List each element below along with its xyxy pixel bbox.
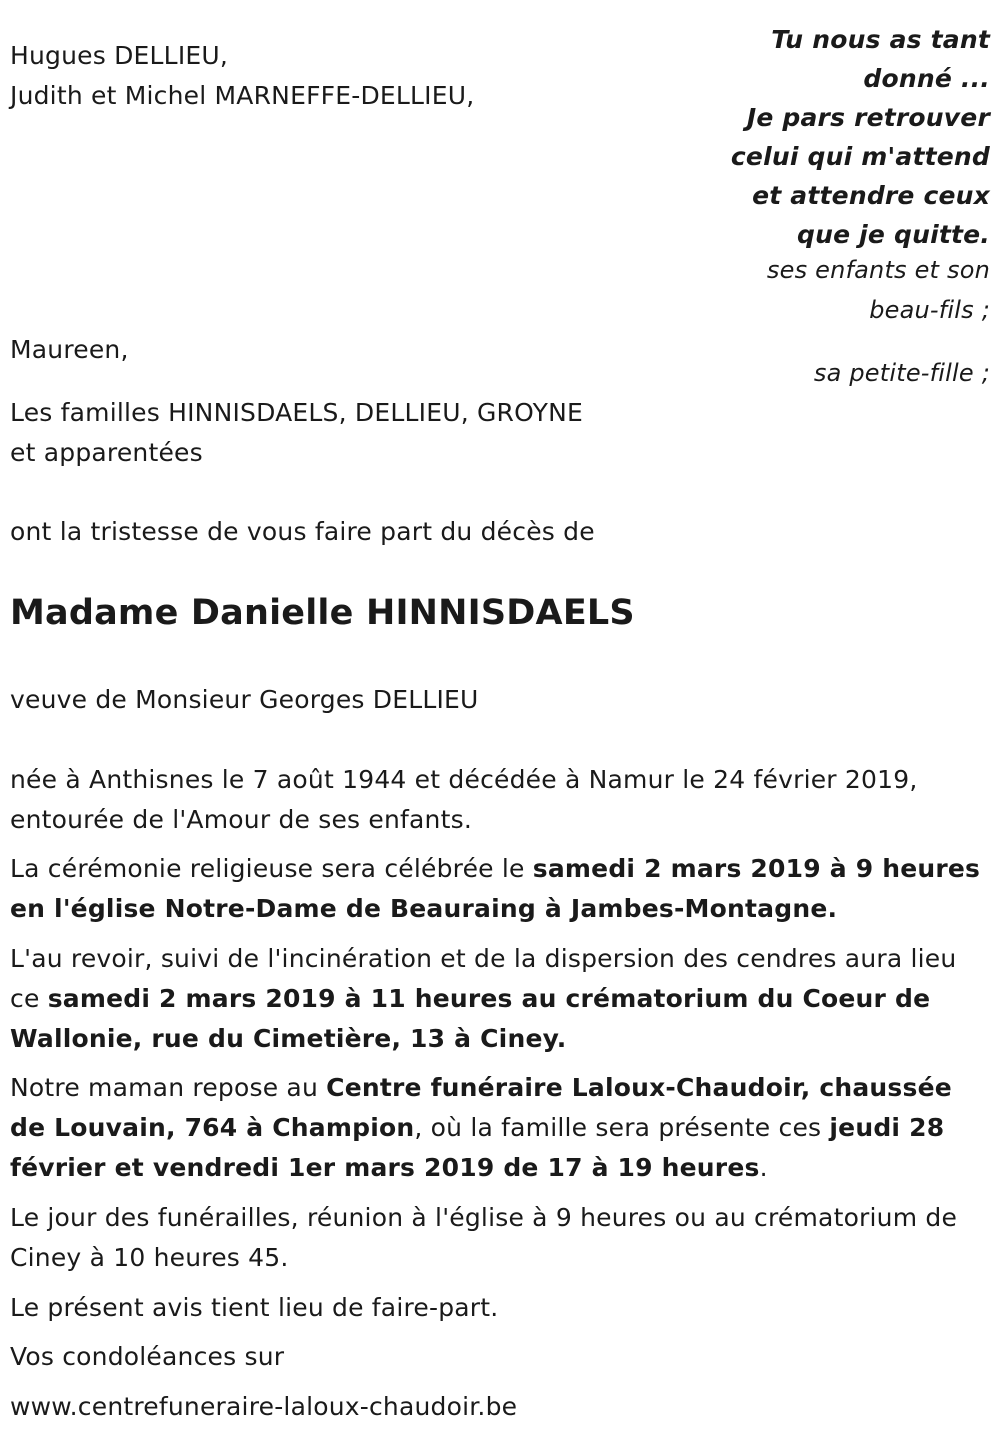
poem-quote (731, 20, 990, 254)
birth-death-line: entourée de l'Amour de ses enfants. (10, 805, 472, 834)
granddaughter-name: Maureen, (10, 335, 129, 364)
relation-line: beau-fils ; (869, 296, 990, 324)
relation-granddaughter: sa petite-fille ; (813, 359, 990, 387)
farewell-paragraph (10, 939, 990, 1059)
website-link[interactable]: www.centrefuneraire-laloux-chaudoir.be (10, 1392, 518, 1421)
ceremony-paragraph (10, 849, 990, 929)
relation-children (767, 250, 990, 330)
quote-line: et attendre ceux (752, 181, 990, 210)
quote-line: Je pars retrouver (746, 103, 990, 132)
widow-of: veuve de Monsieur Georges DELLIEU (10, 685, 479, 714)
birth-death-line: née à Anthisnes le 7 août 1944 et décédée à Namur le 24 février 2019, (10, 765, 918, 794)
mourner-line: Judith et Michel MARNEFFE-DELLIEU, (10, 81, 475, 110)
farewell-intro: L'au revoir, suivi de l'incinération et de la dispersion des cendres aura lieu ce (10, 944, 957, 1013)
relation-line: ses enfants et son (766, 256, 990, 284)
rest-end: . (759, 1153, 768, 1182)
quote-line: donné ... (863, 64, 990, 93)
announcement-text: ont la tristesse de vous faire part du décès de (10, 517, 595, 546)
visitation-times: jeudi 28 février et vendredi 1er mars 2019 de 17 à 19 heures (10, 1113, 945, 1182)
notice-text: Le présent avis tient lieu de faire-part. (10, 1293, 499, 1322)
quote-line: que je quitte. (797, 220, 990, 249)
gathering-paragraph: Le jour des funérailles, réunion à l'église à 9 heures ou au crématorium de Ciney à 10 heures 45. (10, 1203, 958, 1272)
farewell-details: samedi 2 mars 2019 à 11 heures au crématorium du Coeur de Wallonie, rue du Cimetière, 13 à Ciney. (10, 984, 931, 1053)
rest-intro: Notre maman repose au (10, 1073, 327, 1102)
rest-middle: , où la famille sera présente ces (414, 1113, 830, 1142)
ceremony-details: samedi 2 mars 2019 à 9 heures en l'église Notre-Dame de Beauraing à Jambes-Montagne. (10, 854, 981, 923)
condolences-label: Vos condoléances sur (10, 1342, 285, 1371)
quote-line: Tu nous as tant (771, 25, 990, 54)
funeral-center-address: Centre funéraire Laloux-Chaudoir, chaussée de Louvain, 764 à Champion (10, 1073, 952, 1142)
families-line: Les familles HINNISDAELS, DELLIEU, GROYNE (10, 398, 584, 427)
mourner-line: Hugues DELLIEU, (10, 41, 229, 70)
deceased-name: Madame Danielle HINNISDAELS (10, 593, 635, 633)
families-line: et apparentées (10, 438, 203, 467)
quote-line: celui qui m'attend (730, 142, 990, 171)
rest-paragraph (10, 1068, 990, 1188)
ceremony-intro: La cérémonie religieuse sera célébrée le (10, 854, 533, 883)
